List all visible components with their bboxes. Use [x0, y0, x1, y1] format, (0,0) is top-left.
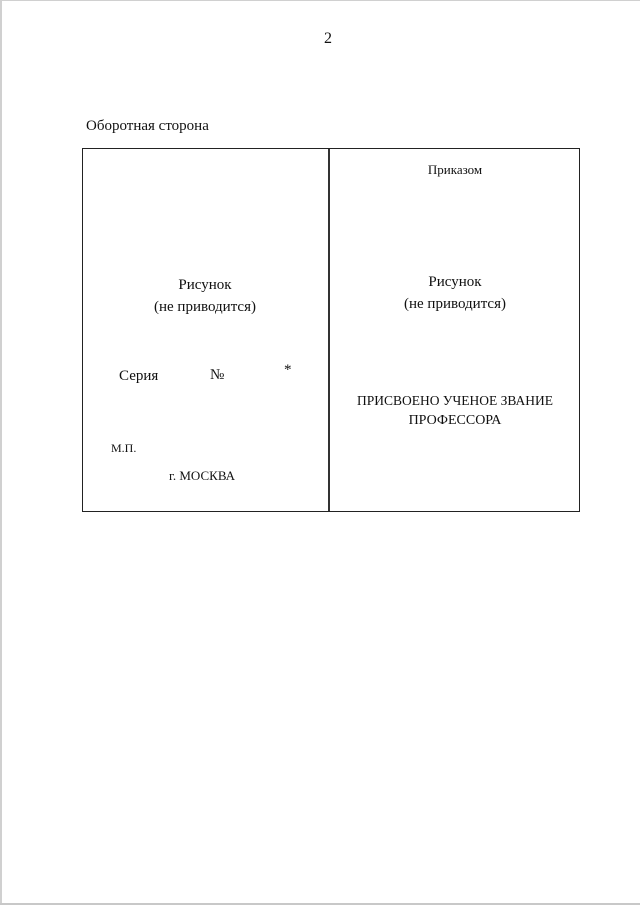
stamp-label: М.П. [111, 441, 137, 455]
award-title [330, 391, 580, 431]
page-edge-top [0, 0, 640, 1]
certificate-form-divider [328, 149, 330, 511]
award-line-2: ПРОФЕССОРА [408, 413, 502, 428]
page-edge-left [0, 0, 2, 905]
number-label: № [210, 367, 225, 383]
left-figure-note: (не приводится) [154, 299, 256, 315]
city-label: г. МОСКВА [169, 468, 236, 483]
left-figure-title: Рисунок [178, 277, 232, 293]
asterisk-mark: * [284, 362, 292, 378]
order-label: Приказом [427, 162, 483, 177]
certificate-form-frame [82, 148, 580, 512]
award-line-1: ПРИСВОЕНО УЧЕНОЕ ЗВАНИЕ [357, 393, 553, 408]
section-heading: Оборотная сторона [86, 118, 209, 134]
right-figure-note: (не приводится) [404, 296, 506, 312]
right-figure-placeholder [330, 271, 580, 315]
page-number: 2 [324, 30, 332, 47]
right-figure-title: Рисунок [428, 274, 482, 290]
series-label: Серия [119, 368, 159, 384]
left-figure-placeholder [82, 274, 328, 318]
